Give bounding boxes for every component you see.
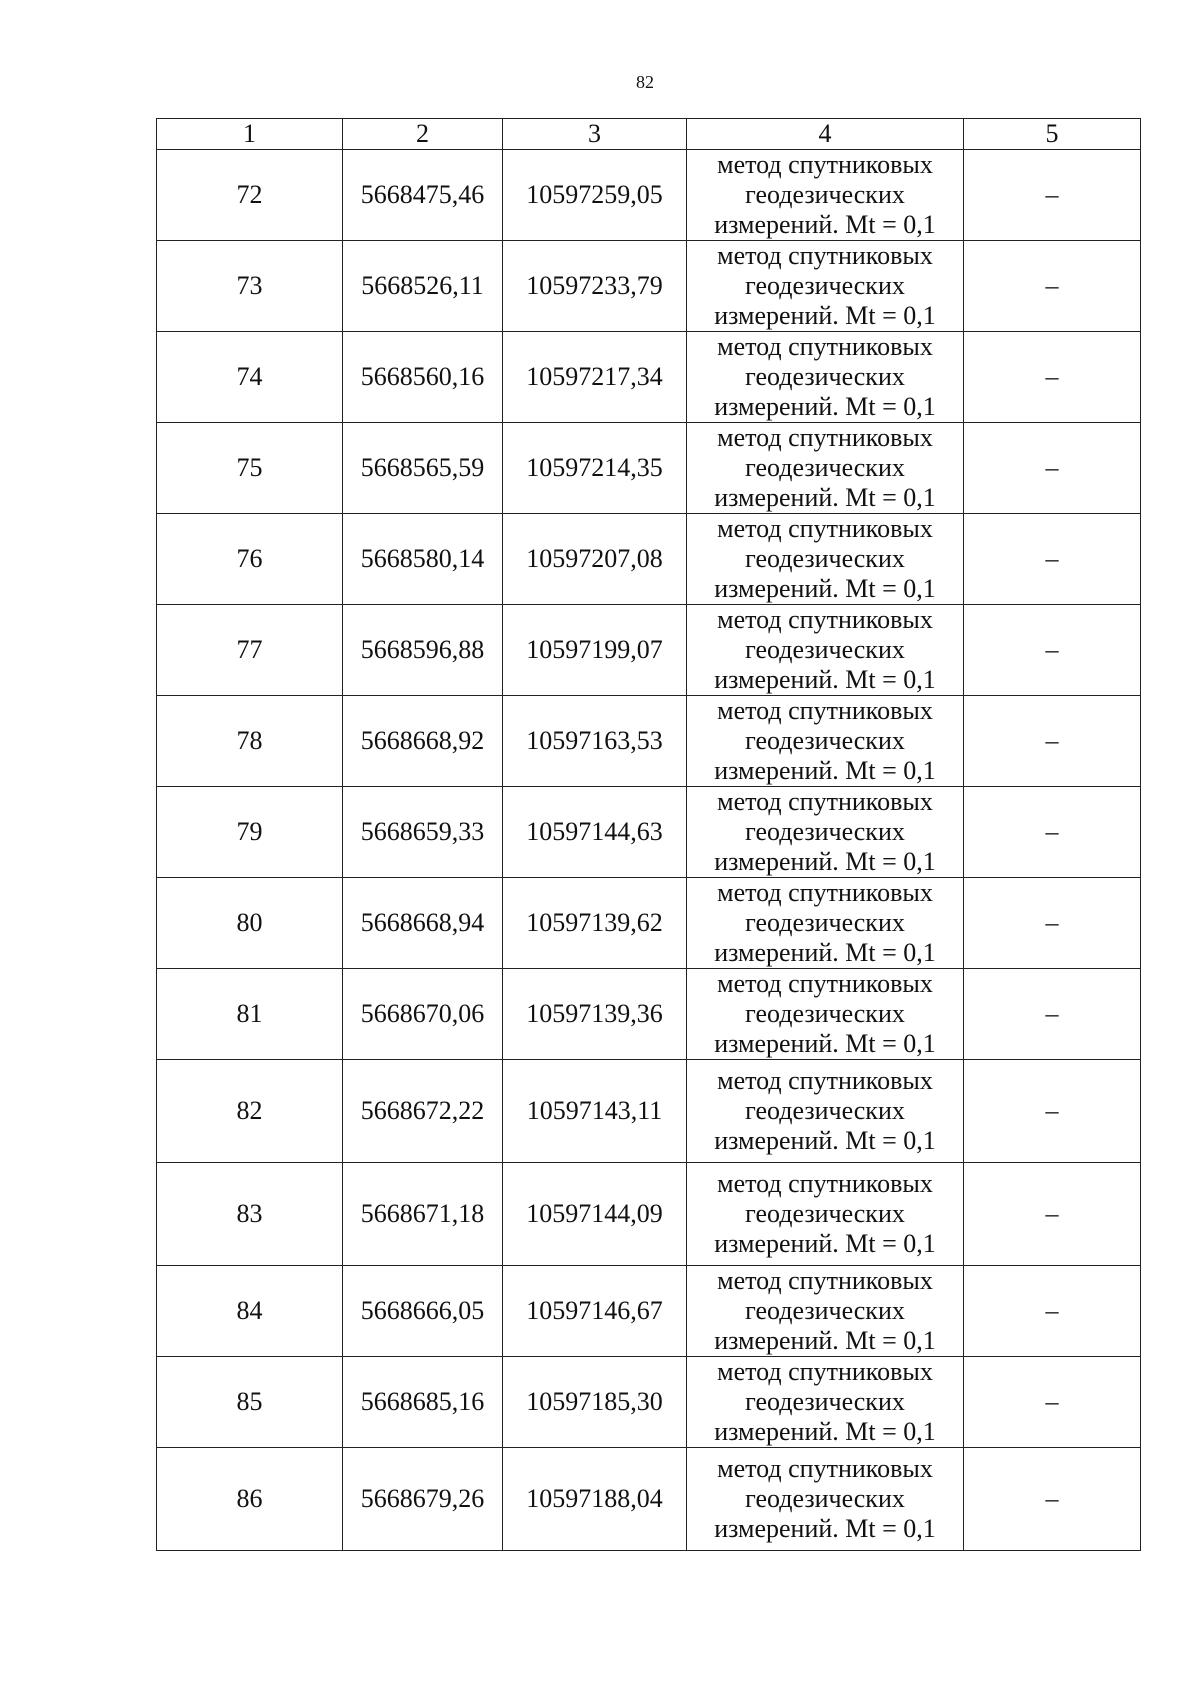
- method-cell: [687, 332, 964, 423]
- note-cell: –: [964, 1060, 1141, 1163]
- method-cell: [687, 1448, 964, 1551]
- note-cell: –: [964, 150, 1141, 241]
- method-text-line: геодезических: [745, 908, 905, 937]
- method-text-line: метод спутниковых: [717, 1266, 933, 1295]
- x-coordinate-cell: 5668679,26: [343, 1448, 503, 1551]
- method-text-line: геодезических: [745, 362, 905, 391]
- point-number-cell: 79: [157, 787, 343, 878]
- method-text-line: геодезических: [745, 817, 905, 846]
- method-text-line: геодезических: [745, 1387, 905, 1416]
- x-coordinate-cell: 5668672,22: [343, 1060, 503, 1163]
- method-text-line: геодезических: [745, 726, 905, 755]
- table-row: [157, 423, 1141, 514]
- x-coordinate-cell: 5668526,11: [343, 241, 503, 332]
- method-text-line: геодезических: [745, 999, 905, 1028]
- column-header: 4: [687, 119, 964, 150]
- method-text-line: геодезических: [745, 453, 905, 482]
- method-cell: [687, 1357, 964, 1448]
- method-text-line: измерений. Mt = 0,1: [714, 756, 936, 785]
- point-number-cell: 76: [157, 514, 343, 605]
- coordinates-table: [156, 118, 1141, 1551]
- method-text-line: измерений. Mt = 0,1: [714, 392, 936, 421]
- y-coordinate-cell: 10597217,34: [503, 332, 687, 423]
- y-coordinate-cell: 10597188,04: [503, 1448, 687, 1551]
- table-row: [157, 787, 1141, 878]
- method-text-line: метод спутниковых: [717, 150, 933, 179]
- note-cell: –: [964, 696, 1141, 787]
- table-row: [157, 878, 1141, 969]
- page-number: 82: [636, 72, 654, 92]
- y-coordinate-cell: 10597214,35: [503, 423, 687, 514]
- y-coordinate-cell: 10597144,63: [503, 787, 687, 878]
- y-coordinate-cell: 10597146,67: [503, 1266, 687, 1357]
- point-number-cell: 72: [157, 150, 343, 241]
- point-number-cell: 80: [157, 878, 343, 969]
- note-cell: –: [964, 969, 1141, 1060]
- method-text-line: метод спутниковых: [717, 1066, 933, 1095]
- note-cell: –: [964, 514, 1141, 605]
- method-text-line: геодезических: [745, 180, 905, 209]
- column-header: 2: [343, 119, 503, 150]
- x-coordinate-cell: 5668671,18: [343, 1163, 503, 1266]
- method-text-line: измерений. Mt = 0,1: [714, 210, 936, 239]
- method-cell: [687, 1163, 964, 1266]
- x-coordinate-cell: 5668668,94: [343, 878, 503, 969]
- method-text-line: геодезических: [745, 1484, 905, 1513]
- x-coordinate-cell: 5668565,59: [343, 423, 503, 514]
- method-text-line: измерений. Mt = 0,1: [714, 1126, 936, 1155]
- point-number-cell: 73: [157, 241, 343, 332]
- method-text-line: измерений. Mt = 0,1: [714, 483, 936, 512]
- x-coordinate-cell: 5668596,88: [343, 605, 503, 696]
- method-cell: [687, 787, 964, 878]
- method-text-line: измерений. Mt = 0,1: [714, 574, 936, 603]
- y-coordinate-cell: 10597163,53: [503, 696, 687, 787]
- point-number-cell: 82: [157, 1060, 343, 1163]
- table-body: [157, 150, 1141, 1551]
- method-cell: [687, 878, 964, 969]
- table-row: [157, 332, 1141, 423]
- x-coordinate-cell: 5668659,33: [343, 787, 503, 878]
- method-text-line: метод спутниковых: [717, 969, 933, 998]
- method-text-line: геодезических: [745, 544, 905, 573]
- note-cell: –: [964, 605, 1141, 696]
- method-cell: [687, 241, 964, 332]
- method-cell: [687, 1266, 964, 1357]
- y-coordinate-cell: 10597259,05: [503, 150, 687, 241]
- note-cell: –: [964, 878, 1141, 969]
- note-cell: –: [964, 1448, 1141, 1551]
- method-text-line: геодезических: [745, 271, 905, 300]
- method-text-line: геодезических: [745, 1096, 905, 1125]
- x-coordinate-cell: 5668668,92: [343, 696, 503, 787]
- table-row: [157, 1357, 1141, 1448]
- method-text-line: измерений. Mt = 0,1: [714, 1229, 936, 1258]
- table-row: [157, 1266, 1141, 1357]
- table-row: [157, 150, 1141, 241]
- note-cell: –: [964, 787, 1141, 878]
- point-number-cell: 74: [157, 332, 343, 423]
- y-coordinate-cell: 10597199,07: [503, 605, 687, 696]
- table-row: [157, 1060, 1141, 1163]
- method-cell: [687, 605, 964, 696]
- y-coordinate-cell: 10597233,79: [503, 241, 687, 332]
- method-text-line: метод спутниковых: [717, 514, 933, 543]
- note-cell: –: [964, 1266, 1141, 1357]
- table-header-row: [157, 119, 1141, 150]
- method-cell: [687, 514, 964, 605]
- method-cell: [687, 696, 964, 787]
- method-text-line: геодезических: [745, 1296, 905, 1325]
- method-text-line: геодезических: [745, 1199, 905, 1228]
- point-number-cell: 86: [157, 1448, 343, 1551]
- point-number-cell: 81: [157, 969, 343, 1060]
- table-row: [157, 1163, 1141, 1266]
- method-cell: [687, 1060, 964, 1163]
- point-number-cell: 77: [157, 605, 343, 696]
- point-number-cell: 75: [157, 423, 343, 514]
- method-text-line: измерений. Mt = 0,1: [714, 1417, 936, 1446]
- y-coordinate-cell: 10597143,11: [503, 1060, 687, 1163]
- method-text-line: измерений. Mt = 0,1: [714, 1029, 936, 1058]
- point-number-cell: 78: [157, 696, 343, 787]
- method-cell: [687, 969, 964, 1060]
- x-coordinate-cell: 5668666,05: [343, 1266, 503, 1357]
- method-text-line: измерений. Mt = 0,1: [714, 1326, 936, 1355]
- x-coordinate-cell: 5668685,16: [343, 1357, 503, 1448]
- method-cell: [687, 150, 964, 241]
- table-row: [157, 1448, 1141, 1551]
- x-coordinate-cell: 5668670,06: [343, 969, 503, 1060]
- x-coordinate-cell: 5668580,14: [343, 514, 503, 605]
- method-text-line: измерений. Mt = 0,1: [714, 665, 936, 694]
- table-row: [157, 605, 1141, 696]
- method-text-line: метод спутниковых: [717, 1357, 933, 1386]
- method-text-line: измерений. Mt = 0,1: [714, 301, 936, 330]
- x-coordinate-cell: 5668560,16: [343, 332, 503, 423]
- method-text-line: метод спутниковых: [717, 605, 933, 634]
- method-text-line: геодезических: [745, 635, 905, 664]
- y-coordinate-cell: 10597207,08: [503, 514, 687, 605]
- point-number-cell: 84: [157, 1266, 343, 1357]
- note-cell: –: [964, 423, 1141, 514]
- table-row: [157, 241, 1141, 332]
- table-row: [157, 696, 1141, 787]
- note-cell: –: [964, 241, 1141, 332]
- y-coordinate-cell: 10597185,30: [503, 1357, 687, 1448]
- column-header: 1: [157, 119, 343, 150]
- method-text-line: измерений. Mt = 0,1: [714, 847, 936, 876]
- note-cell: –: [964, 332, 1141, 423]
- method-text-line: метод спутниковых: [717, 332, 933, 361]
- column-header: 3: [503, 119, 687, 150]
- y-coordinate-cell: 10597144,09: [503, 1163, 687, 1266]
- method-text-line: метод спутниковых: [717, 696, 933, 725]
- table-row: [157, 969, 1141, 1060]
- method-cell: [687, 423, 964, 514]
- column-header: 5: [964, 119, 1141, 150]
- method-text-line: метод спутниковых: [717, 241, 933, 270]
- method-text-line: метод спутниковых: [717, 1454, 933, 1483]
- table-row: [157, 514, 1141, 605]
- method-text-line: метод спутниковых: [717, 423, 933, 452]
- note-cell: –: [964, 1357, 1141, 1448]
- method-text-line: метод спутниковых: [717, 1169, 933, 1198]
- point-number-cell: 83: [157, 1163, 343, 1266]
- method-text-line: метод спутниковых: [717, 878, 933, 907]
- x-coordinate-cell: 5668475,46: [343, 150, 503, 241]
- note-cell: –: [964, 1163, 1141, 1266]
- method-text-line: измерений. Mt = 0,1: [714, 1514, 936, 1543]
- method-text-line: измерений. Mt = 0,1: [714, 938, 936, 967]
- y-coordinate-cell: 10597139,36: [503, 969, 687, 1060]
- point-number-cell: 85: [157, 1357, 343, 1448]
- method-text-line: метод спутниковых: [717, 787, 933, 816]
- y-coordinate-cell: 10597139,62: [503, 878, 687, 969]
